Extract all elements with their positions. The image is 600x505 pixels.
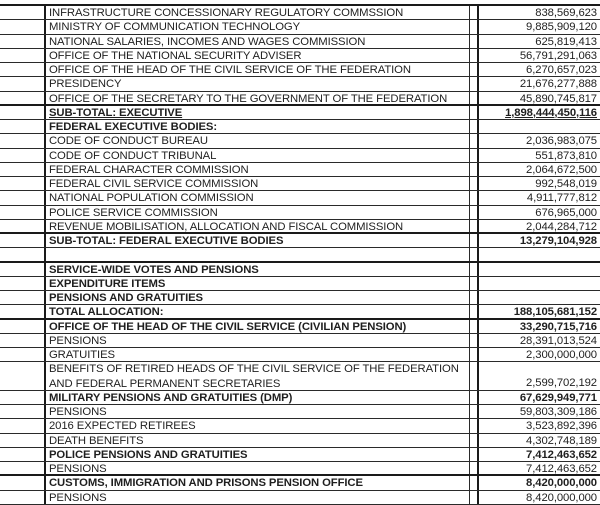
blank-cell: [0, 220, 46, 232]
table-row: [0, 434, 600, 448]
group-label: CUSTOMS, IMMIGRATION AND PRISONS PENSION OFFICE: [46, 476, 470, 489]
group-header-row: [0, 476, 600, 490]
item-amount: [479, 291, 600, 304]
group-amount: 67,629,949,771: [519, 391, 597, 404]
spacer-cell: [470, 334, 479, 347]
item-amount: 2,044,284,712: [526, 220, 597, 233]
subtotal-row: [0, 234, 600, 248]
item-description: PENSIONS: [46, 491, 470, 504]
blank-cell: [0, 334, 46, 347]
item-description: PRESIDENCY: [46, 77, 470, 90]
table-row: [0, 191, 600, 205]
item-amount: 59,803,309,186: [519, 406, 597, 418]
item-amount: 2,300,000,000: [526, 349, 597, 361]
group-label: OFFICE OF THE HEAD OF THE CIVIL SERVICE (CIVILIAN PENSION): [46, 320, 470, 333]
budget-table: [0, 4, 600, 505]
subtotal-label: SUB-TOTAL: EXECUTIVE: [46, 106, 470, 119]
subtotal-label: SUB-TOTAL: FEDERAL EXECUTIVE BODIES: [46, 234, 470, 247]
spacer-cell: [470, 92, 479, 104]
blank-cell: [0, 462, 46, 474]
spacer-cell: [470, 362, 479, 390]
table-row: [0, 362, 600, 391]
item-amount: 7,412,463,652: [526, 463, 597, 475]
blank-cell: [0, 63, 46, 76]
section-header-row: [0, 263, 600, 277]
blank-cell: [0, 163, 46, 176]
blank-cell: [0, 491, 46, 504]
blank-cell: [0, 291, 46, 304]
spacer-cell: [470, 63, 479, 76]
item-description: DEATH BENEFITS: [46, 434, 470, 447]
blank-cell: [0, 277, 46, 290]
table-row: [0, 163, 600, 177]
item-amount: 8,420,000,000: [526, 491, 597, 504]
item-description: PENSIONS: [46, 405, 470, 418]
spacer-cell: [470, 277, 479, 290]
item-description: NATIONAL SALARIES, INCOMES AND WAGES COMMISSION: [46, 35, 470, 48]
group-header-row: [0, 320, 600, 334]
spacer-cell: [470, 177, 479, 190]
item-amount: 838,569,623: [535, 7, 597, 19]
spacer-cell: [470, 434, 479, 447]
item-description: GRATUITIES: [46, 348, 470, 361]
blank-cell: [0, 248, 46, 260]
total-label: TOTAL ALLOCATION:: [46, 305, 470, 317]
spacer-cell: [470, 120, 479, 133]
item-description: OFFICE OF THE SECRETARY TO THE GOVERNMENT OF THE FEDERATION: [46, 92, 470, 104]
item-description: INFRASTRUCTURE CONCESSIONARY REGULATORY COMMSSION: [46, 6, 470, 19]
item-description: BENEFITS OF RETIRED HEADS OF THE CIVIL SERVICE OF THE FEDERATION AND FEDERAL PERMANENT SECRETARIES: [46, 362, 470, 390]
blank-cell: [0, 77, 46, 90]
table-row: [0, 177, 600, 191]
section-header-row: [0, 120, 600, 134]
table-row: [0, 348, 600, 362]
table-row: [0, 405, 600, 419]
section-header-row: [0, 277, 600, 291]
item-amount: 625,819,413: [535, 35, 597, 48]
blank-cell: [0, 191, 46, 204]
table-row: [0, 419, 600, 433]
group-label: MILITARY PENSIONS AND GRATUITIES (DMP): [46, 391, 470, 404]
spacer-cell: [470, 419, 479, 432]
item-description: [46, 248, 470, 260]
table-row: [0, 462, 600, 476]
item-description: 2016 EXPECTED RETIREES: [46, 419, 470, 432]
spacer-cell: [470, 20, 479, 33]
blank-cell: [0, 92, 46, 104]
spacer-cell: [470, 263, 479, 276]
item-amount: 2,064,672,500: [526, 163, 597, 176]
spacer-cell: [470, 163, 479, 176]
item-amount: 9,885,909,120: [526, 21, 597, 34]
table-row: [0, 206, 600, 220]
blank-cell: [0, 35, 46, 48]
item-amount: 992,548,019: [535, 178, 597, 190]
blank-cell: [0, 106, 46, 119]
total-amount: 188,105,681,152: [513, 306, 597, 319]
spacer-cell: [470, 491, 479, 504]
section-header: FEDERAL EXECUTIVE BODIES:: [46, 120, 470, 133]
item-amount: 676,965,000: [535, 206, 597, 219]
item-description: FEDERAL CIVIL SERVICE COMMISSION: [46, 177, 470, 190]
item-description: REVENUE MOBILISATION, ALLOCATION AND FISCAL COMMISSION: [46, 220, 470, 232]
section-header: EXPENDITURE ITEMS: [46, 277, 470, 290]
table-row: [0, 77, 600, 91]
spacer-cell: [470, 476, 479, 489]
item-amount: [479, 248, 600, 260]
spacer-cell: [470, 405, 479, 418]
blank-cell: [0, 362, 46, 390]
group-amount: 8,420,000,000: [526, 477, 597, 490]
item-amount: 2,036,983,075: [526, 135, 597, 148]
spacer-cell: [470, 248, 479, 260]
item-amount: 6,270,657,023: [526, 64, 597, 76]
spacer-cell: [470, 448, 479, 461]
blank-cell: [0, 391, 46, 404]
item-amount: 4,302,748,189: [526, 434, 597, 447]
blank-cell: [0, 206, 46, 219]
blank-cell: [0, 49, 46, 62]
spacer-cell: [470, 206, 479, 219]
spacer-cell: [470, 106, 479, 119]
item-amount: 3,523,892,396: [526, 420, 597, 433]
subtotal-amount: 13,279,104,928: [519, 235, 597, 247]
item-amount: [479, 277, 600, 290]
blank-cell: [0, 234, 46, 247]
table-row: [0, 134, 600, 148]
total-row: [0, 305, 600, 319]
table-row: [0, 491, 600, 505]
item-description: PENSIONS: [46, 462, 470, 474]
blank-cell: [0, 177, 46, 190]
empty-row: [0, 248, 600, 262]
item-description: MINISTRY OF COMMUNICATION TECHNOLOGY: [46, 20, 470, 33]
blank-cell: [0, 149, 46, 162]
item-description: PENSIONS: [46, 334, 470, 347]
item-amount: 4,911,777,812: [526, 192, 597, 205]
spacer-cell: [470, 348, 479, 361]
group-label: POLICE PENSIONS AND GRATUITIES: [46, 448, 470, 461]
table-row: [0, 63, 600, 77]
blank-cell: [0, 476, 46, 489]
item-amount: 551,873,810: [535, 149, 597, 162]
section-header: PENSIONS AND GRATUITIES: [46, 291, 470, 304]
spacer-cell: [470, 291, 479, 304]
group-amount: 33,290,715,716: [519, 320, 597, 333]
item-amount: [479, 263, 600, 276]
blank-cell: [0, 419, 46, 432]
group-amount: 7,412,463,652: [526, 448, 597, 461]
spacer-cell: [470, 305, 479, 317]
blank-cell: [0, 405, 46, 418]
item-description: FEDERAL CHARACTER COMMISSION: [46, 163, 470, 176]
blank-cell: [0, 434, 46, 447]
blank-cell: [0, 305, 46, 317]
item-amount: 2,599,702,192: [526, 376, 597, 389]
blank-cell: [0, 120, 46, 133]
table-row: [0, 220, 600, 234]
spacer-cell: [470, 234, 479, 247]
item-description: POLICE SERVICE COMMISSION: [46, 206, 470, 219]
item-amount: 28,391,013,524: [519, 334, 597, 347]
spacer-cell: [470, 462, 479, 474]
spacer-cell: [470, 220, 479, 232]
table-row: [0, 49, 600, 63]
spacer-cell: [470, 320, 479, 333]
table-row: [0, 92, 600, 106]
subtotal-row: [0, 106, 600, 120]
section-header: SERVICE-WIDE VOTES AND PENSIONS: [46, 263, 470, 276]
spacer-cell: [470, 77, 479, 90]
item-description: OFFICE OF THE HEAD OF THE CIVIL SERVICE OF THE FEDERATION: [46, 63, 470, 76]
spacer-cell: [470, 35, 479, 48]
item-description: CODE OF CONDUCT TRIBUNAL: [46, 149, 470, 162]
item-amount: 21,676,277,888: [519, 78, 597, 91]
spacer-cell: [470, 149, 479, 162]
section-header-row: [0, 291, 600, 305]
spacer-cell: [470, 6, 479, 19]
item-amount: [479, 120, 600, 133]
blank-cell: [0, 348, 46, 361]
item-description: NATIONAL POPULATION COMMISSION: [46, 191, 470, 204]
blank-cell: [0, 263, 46, 276]
spacer-cell: [470, 134, 479, 147]
spacer-cell: [470, 391, 479, 404]
table-row: [0, 35, 600, 49]
group-header-row: [0, 391, 600, 405]
group-header-row: [0, 448, 600, 462]
table-row: [0, 334, 600, 348]
table-row: [0, 149, 600, 163]
item-description: OFFICE OF THE NATIONAL SECURITY ADVISER: [46, 49, 470, 62]
spacer-cell: [470, 49, 479, 62]
blank-cell: [0, 320, 46, 333]
blank-cell: [0, 448, 46, 461]
item-amount: 56,791,291,063: [519, 49, 597, 62]
table-row: [0, 20, 600, 34]
item-amount: 45,890,745,817: [519, 92, 597, 105]
blank-cell: [0, 134, 46, 147]
blank-cell: [0, 20, 46, 33]
item-description: CODE OF CONDUCT BUREAU: [46, 134, 470, 147]
table-row: [0, 6, 600, 20]
blank-cell: [0, 6, 46, 19]
spacer-cell: [470, 191, 479, 204]
subtotal-amount: 1,898,444,450,116: [505, 106, 597, 119]
